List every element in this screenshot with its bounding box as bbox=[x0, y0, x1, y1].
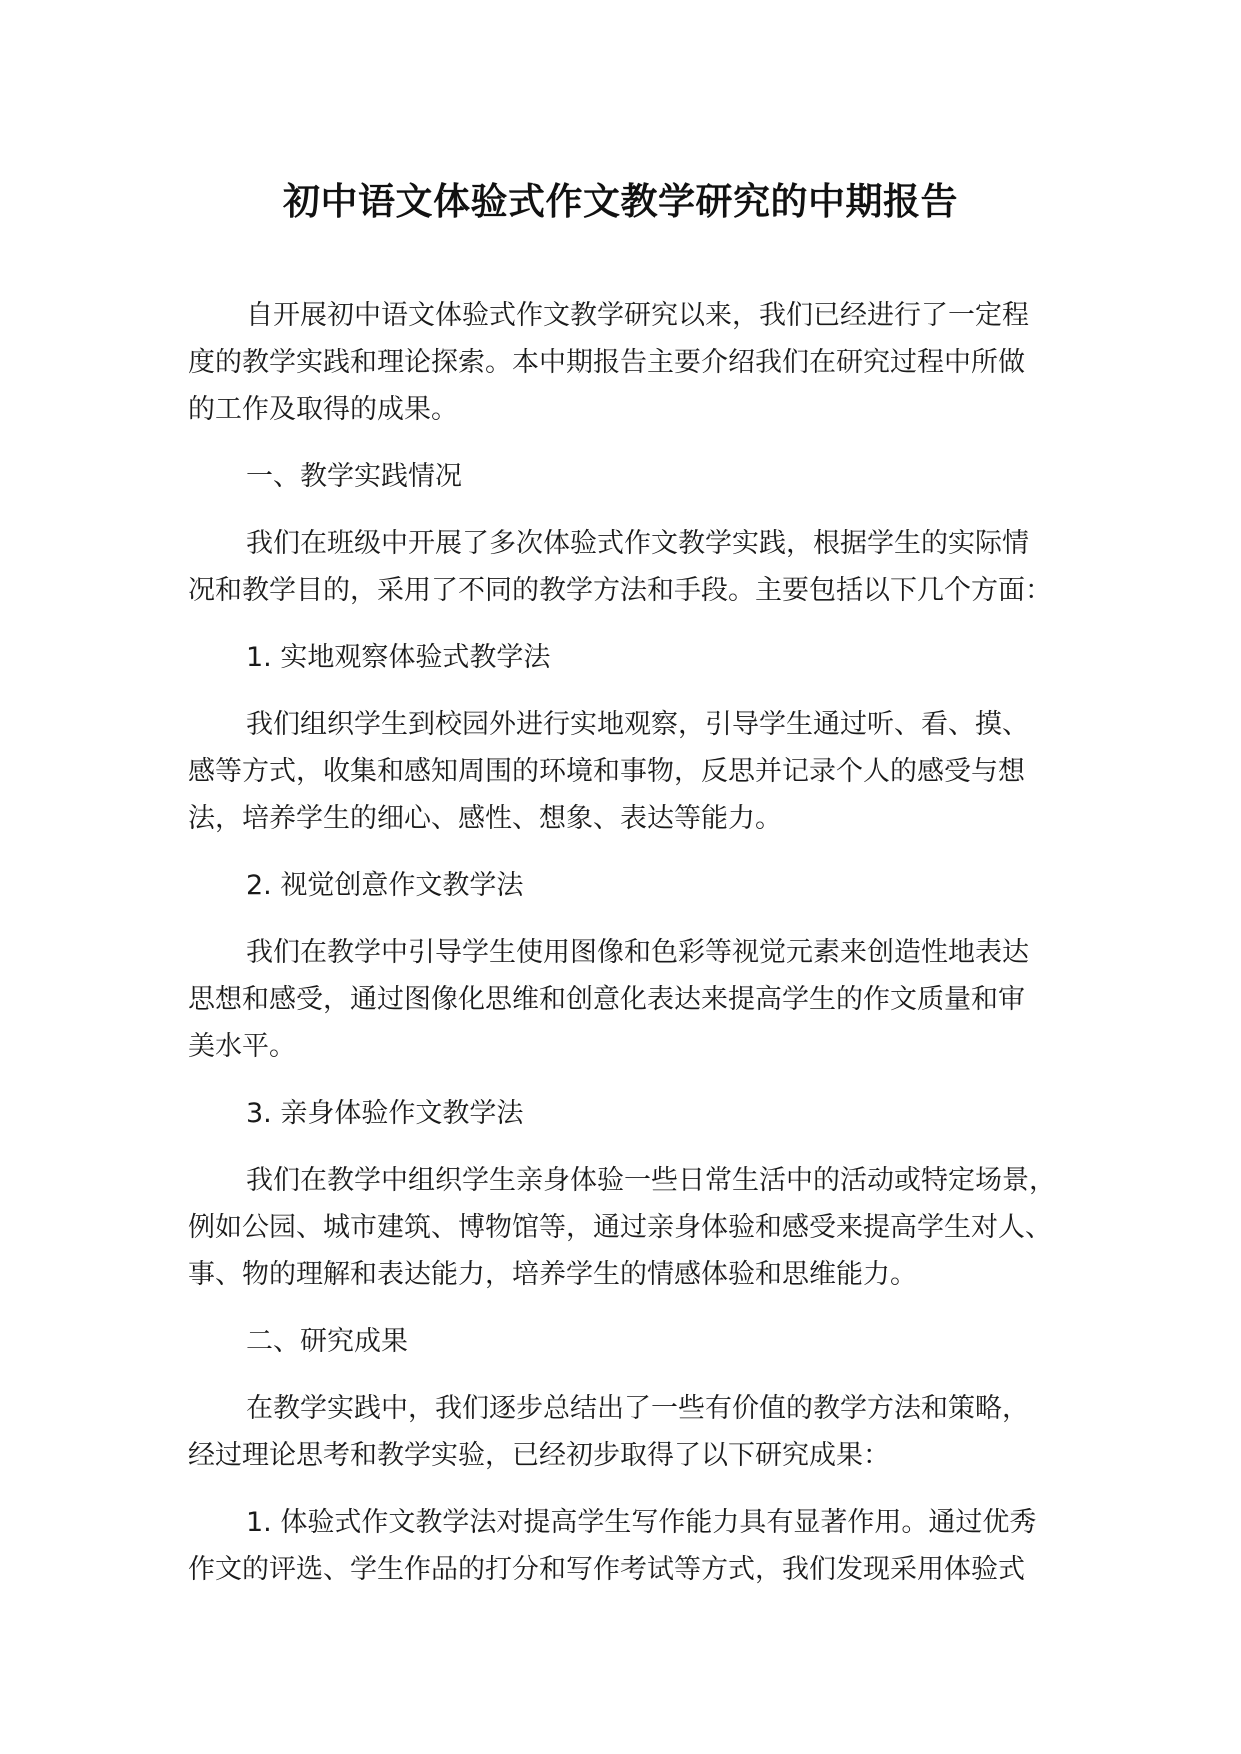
paragraph-line: 事、物的理解和表达能力，培养学生的情感体验和思维能力。 bbox=[188, 1259, 917, 1290]
subheading-method-3 bbox=[188, 1090, 1088, 1137]
document-body bbox=[188, 292, 1088, 1593]
paragraph-line: 在教学实践中，我们逐步总结出了一些有价值的教学方法和策略， bbox=[246, 1393, 1029, 1424]
subheading: 1. 实地观察体验式教学法 bbox=[246, 642, 551, 673]
method-3-paragraph bbox=[188, 1157, 1088, 1298]
intro-paragraph bbox=[188, 292, 1088, 433]
paragraph-line: 作文的评选、学生作品的打分和写作考试等方式，我们发现采用体验式 bbox=[188, 1554, 1025, 1585]
section-heading-practice bbox=[188, 453, 1088, 500]
paragraph-line: 感等方式，收集和感知周围的环境和事物，反思并记录个人的感受与想 bbox=[188, 756, 1025, 787]
results-paragraph bbox=[188, 1385, 1088, 1479]
practice-paragraph bbox=[188, 520, 1088, 614]
paragraph-line: 法，培养学生的细心、感性、想象、表达等能力。 bbox=[188, 803, 782, 834]
method-1-paragraph bbox=[188, 701, 1088, 842]
paragraph-line: 的工作及取得的成果。 bbox=[188, 394, 458, 425]
paragraph-line: 1. 体验式作文教学法对提高学生写作能力具有显著作用。通过优秀 bbox=[246, 1507, 1037, 1538]
paragraph-line: 我们组织学生到校园外进行实地观察，引导学生通过听、看、摸、 bbox=[246, 709, 1029, 740]
document-title: 初中语文体验式作文教学研究的中期报告 bbox=[283, 180, 958, 223]
paragraph-line: 度的教学实践和理论探索。本中期报告主要介绍我们在研究过程中所做 bbox=[188, 347, 1025, 378]
method-2-paragraph bbox=[188, 929, 1088, 1070]
paragraph-line: 美水平。 bbox=[188, 1031, 296, 1062]
paragraph-line: 思想和感受，通过图像化思维和创意化表达来提高学生的作文质量和审 bbox=[188, 984, 1025, 1015]
paragraph-line: 经过理论思考和教学实验，已经初步取得了以下研究成果： bbox=[188, 1440, 890, 1471]
paragraph-line: 我们在班级中开展了多次体验式作文教学实践，根据学生的实际情 bbox=[246, 528, 1029, 559]
subheading: 3. 亲身体验作文教学法 bbox=[246, 1098, 524, 1129]
section-heading: 一、教学实践情况 bbox=[246, 461, 462, 492]
section-heading-results bbox=[188, 1318, 1088, 1365]
paragraph-line: 我们在教学中引导学生使用图像和色彩等视觉元素来创造性地表达 bbox=[246, 937, 1029, 968]
subheading-method-1 bbox=[188, 634, 1088, 681]
paragraph-line: 自开展初中语文体验式作文教学研究以来，我们已经进行了一定程 bbox=[246, 300, 1029, 331]
result-1-paragraph bbox=[188, 1499, 1088, 1593]
paragraph-line: 例如公园、城市建筑、博物馆等，通过亲身体验和感受来提高学生对人、 bbox=[188, 1212, 1052, 1243]
paragraph-line: 况和教学目的，采用了不同的教学方法和手段。主要包括以下几个方面： bbox=[188, 575, 1052, 606]
subheading: 2. 视觉创意作文教学法 bbox=[246, 870, 524, 901]
paragraph-line: 我们在教学中组织学生亲身体验一些日常生活中的活动或特定场景， bbox=[246, 1165, 1056, 1196]
section-heading: 二、研究成果 bbox=[246, 1326, 408, 1357]
subheading-method-2 bbox=[188, 862, 1088, 909]
